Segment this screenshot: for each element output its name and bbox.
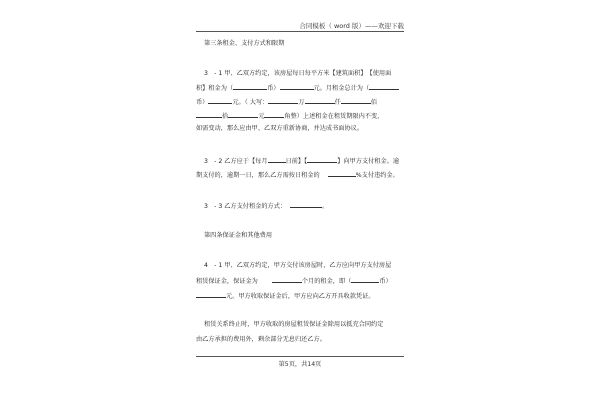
blank-wan [268, 97, 298, 104]
blank-currency [233, 83, 267, 90]
clause-3-1-line4: 拾 元 角整）上述租金在租赁期限内不变， [196, 111, 410, 121]
header-divider [196, 31, 404, 32]
footer-divider [196, 356, 404, 357]
blank-yuan [228, 111, 258, 118]
clause-3-2-line2: 期支付的，逾期一日，那么乙方需按日租金的 %支付违约金。 [196, 172, 399, 179]
blank-daily-rent [280, 83, 314, 90]
blank-deposit-months [272, 276, 302, 283]
clause-4-1-line2: 租赁保证金，保证金为 个月的租金，即（ 币） [196, 278, 392, 285]
clause-3-1-line2: 积】租金为（ 币） 元。月租金总计为（ [196, 83, 410, 93]
page-number: 第5页，共14页 [278, 361, 322, 368]
clause-3-1-line3: 币） 元。（ 大写： 万 仟 佰 [196, 99, 377, 106]
blank-deposit-currency [351, 276, 379, 283]
blank-monthly-rent [208, 97, 232, 104]
blank-qian [305, 97, 335, 104]
clause-3-1-line1: 3 - 1 甲、乙双方约定，该房屋每日每平方米【建筑面积】 【使用面 [204, 70, 392, 77]
clause-4-1-line1: 4 - 1 甲、乙双方约定，甲方交付该房屋时，乙方应向甲方支付房屋 [204, 262, 392, 269]
blank-jiao [264, 111, 284, 118]
section4-heading: 第四条保证金和其他费用 [204, 232, 273, 239]
deposit-return-line2: 由乙方承担的费用外，剩余部分无息归还乙方。 [196, 336, 326, 343]
blank-monthly-currency [369, 83, 399, 90]
blank-pay-period [307, 156, 337, 163]
page-header: 合同模板（ word 版）——欢迎下载 [299, 22, 404, 30]
blank-shi-pre [196, 111, 222, 118]
blank-pay-day [268, 156, 286, 163]
blank-bai [341, 97, 371, 104]
blank-deposit-amount [196, 291, 226, 298]
blank-penalty-rate [328, 170, 356, 177]
clause-3-3: 3 - 3 乙方支付租金的方式： 。 [204, 203, 329, 210]
clause-3-2-line1: 3 - 2 乙方应于【每月 日前】【 】向甲方支付租金。逾 [204, 158, 400, 165]
deposit-return-line1: 租赁关系终止时，甲方收取的房屋租赁保证金除用以抵充合同约定 [204, 321, 384, 328]
section3-heading: 第三条租金、支付方式和限期 [204, 40, 285, 47]
blank-pay-method [290, 201, 322, 208]
clause-3-1-line5: 如需变动，那么应由甲、乙双方重新协商，并达成书面协议。 [196, 125, 364, 132]
clause-4-1-line3: 元。甲方收取保证金后，甲方应向乙方开具收款凭证。 [196, 291, 410, 301]
